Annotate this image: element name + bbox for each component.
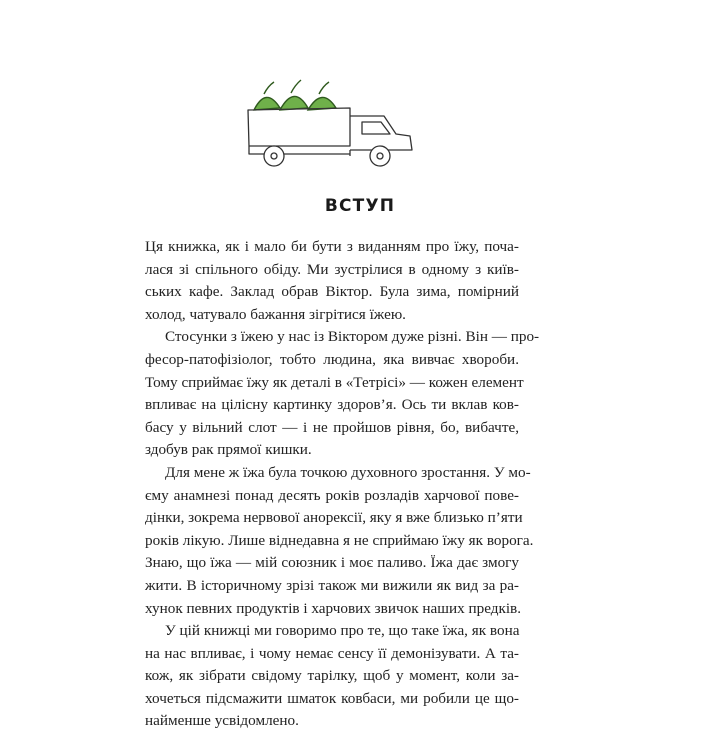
text-line: єму анамнезі понад десять років розладів харчової пове- [145,486,519,504]
text-line: найменше усвідомлено. [145,712,299,730]
text-line: дінки, зокрема нервової анорексії, яку я вже близько п’яти [145,509,523,527]
truck-icon [248,108,412,166]
paragraph-2 [145,326,540,462]
text-line: років лікую. Лише віднедавна я не сприймаю їжу як ворога. [145,531,534,549]
text-line: Тому сприймає їжу як деталі в «Тетрісі» — кожен елемент [145,373,524,391]
text-line: Для мене ж їжа була точкою духовного зростання. У мо- [165,463,531,481]
text-line: лася зі спільного обіду. Ми зустрілися в одному з київ- [145,260,519,278]
paragraph-1 [145,236,519,326]
truck-illustration [244,74,422,172]
text-line: фесор-патофізіолог, тобто людина, яка вивчає хвороби. [145,350,519,368]
text-line: У цій книжці ми говоримо про те, що таке їжа, як вона [165,622,520,640]
text-line: Знаю, що їжа — мій союзник і моє паливо. Їжа дає змогу [145,554,519,572]
body-text [145,236,540,733]
truck-drawing [244,74,422,172]
text-line: хочеться підсмажити шматок ковбаси, ми робили це що- [145,689,519,707]
text-line: здобув рак прямої кишки. [145,441,312,459]
text-line: ських кафе. Заклад обрав Віктор. Була зима, помірний [145,283,519,301]
text-line: впливає на цілісну картинку здоров’я. Ось ти вклав ков- [145,396,519,414]
text-line: хунок певних продуктів і харчових звичок наших предків. [145,599,522,617]
text-line: басу у вільний слот — і не пройшов рівня, бо, вибачте, [145,418,519,436]
text-line: Стосунки з їжею у нас із Віктором дуже різні. Він — про- [165,328,540,346]
text-line: холод, чатувало бажання зігрітися їжею. [145,305,406,323]
text-line: на нас впливає, і чому немає сенсу її демонізувати. А та- [145,644,519,662]
chapter-title: ВСТУП [324,196,396,216]
paragraph-4 [145,620,519,733]
text-line: Ця книжка, як і мало би бути з виданням про їжу, поча- [145,238,519,255]
text-line: кож, як зібрати свідому тарілку, щоб у момент, коли за- [145,667,519,685]
text-line: жити. В історичному зрізі також ми вижили як вид за ра- [145,576,519,594]
paragraph-3 [145,462,534,620]
vegetables-icon [254,80,336,110]
